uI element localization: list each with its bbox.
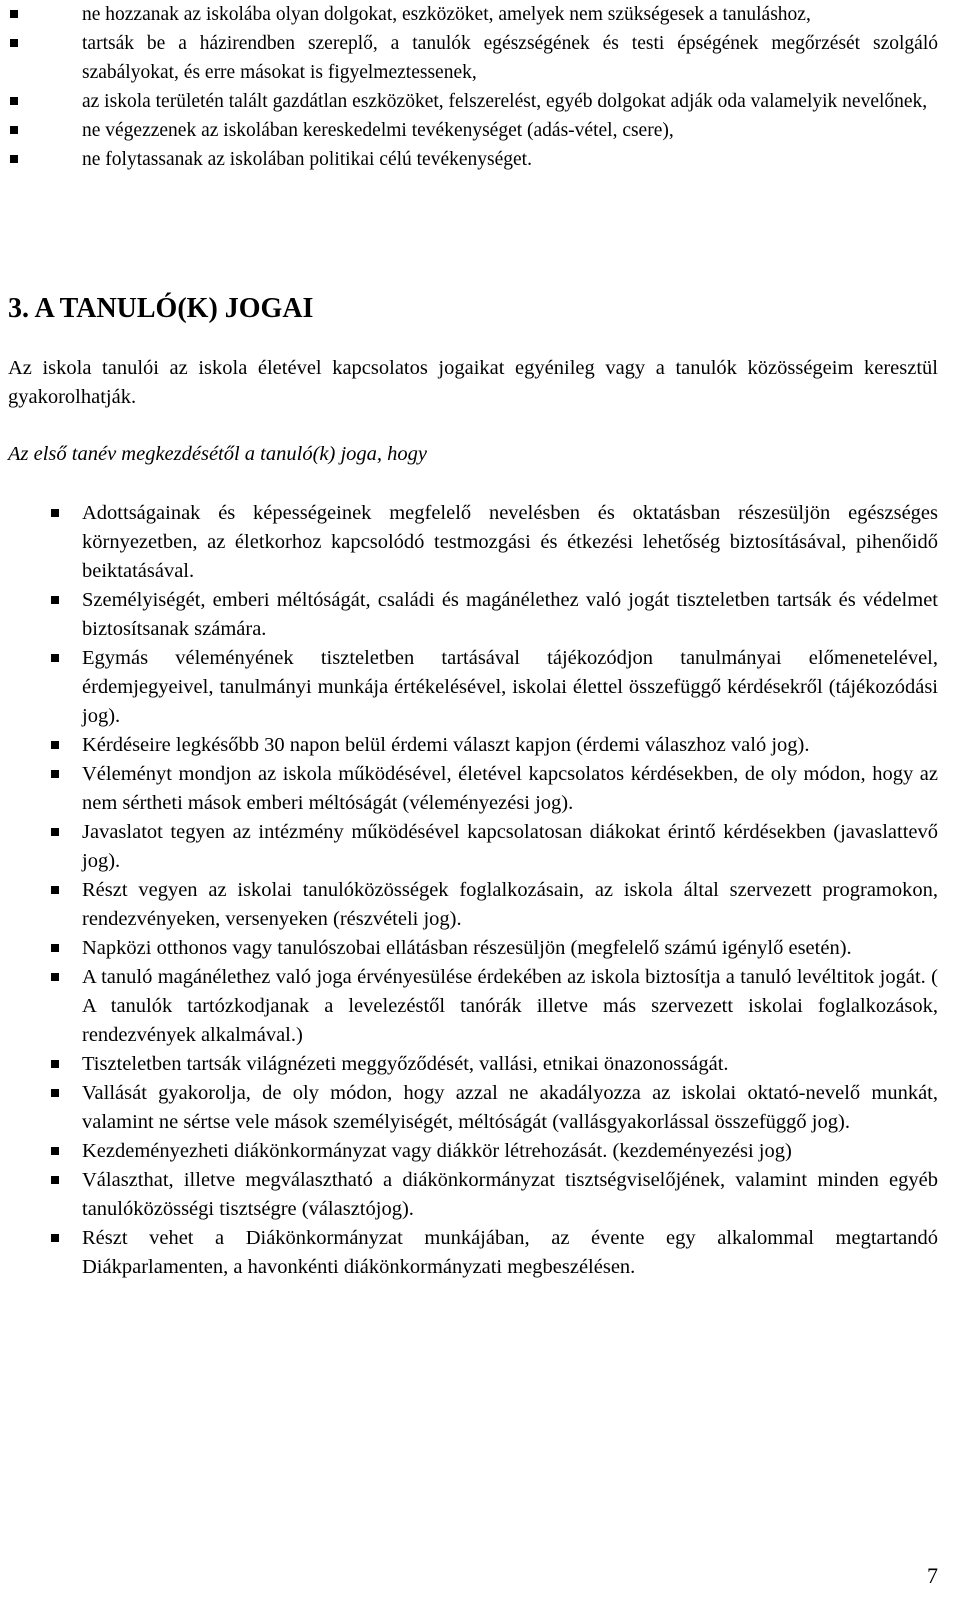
list-item-text: Véleményt mondjon az iskola működésével, életével kapcsolatos kérdésekben, de oly módon, hogy az nem sértheti mások emberi méltóságát (véleményezési jog).: [82, 763, 938, 814]
list-item: [82, 116, 938, 145]
list-item-text: ne végezzenek az iskolában kereskedelmi tevékenységet (adás-vétel, csere),: [82, 120, 674, 141]
square-bullet-icon: [10, 10, 18, 18]
square-bullet-icon: [51, 770, 59, 778]
list-item: [82, 876, 938, 934]
list-item-text: Adottságainak és képességeinek megfelelő nevelésben és oktatásban részesüljön egészséges környezetben, az életkorhoz kapcsolódó testmozgási és étkezési lehetőség biztosításával, pihenőidő beiktatásával.: [82, 502, 938, 582]
list-item-text: ne folytassanak az iskolában politikai célú tevékenységet.: [82, 149, 532, 170]
list-item: [82, 87, 938, 116]
square-bullet-icon: [10, 126, 18, 134]
list-item: [82, 644, 938, 731]
square-bullet-icon: [51, 973, 59, 981]
list-item: [82, 760, 938, 818]
list-item-text: Választhat, illetve megválasztható a diákönkormányzat tisztségviselőjének, valamint minden egyéb tanulóközösségi tisztségre (választójog).: [82, 1169, 938, 1220]
square-bullet-icon: [10, 155, 18, 163]
square-bullet-icon: [10, 39, 18, 47]
list-item-text: Napközi otthonos vagy tanulószobai ellátásban részesüljön (megfelelő számú igénylő esetén).: [82, 937, 852, 959]
square-bullet-icon: [51, 1060, 59, 1068]
square-bullet-icon: [51, 828, 59, 836]
rights-subheading: Az első tanév megkezdésétől a tanuló(k) joga, hogy: [8, 443, 427, 465]
list-item: [82, 934, 938, 963]
list-item-text: Egymás véleményének tiszteletben tartásával tájékozódjon tanulmányai előmenetelével, érdemjegyeivel, tanulmányi munkája értékelésével, iskolai élettel összefüggő kérdésekről (tájékozódási jog).: [82, 647, 938, 727]
list-item: [82, 1079, 938, 1137]
square-bullet-icon: [51, 1234, 59, 1242]
list-item-text: Kezdeményezheti diákönkormányzat vagy diákkör létrehozását. (kezdeményezési jog): [82, 1140, 792, 1162]
list-item-text: Részt vegyen az iskolai tanulóközösségek foglalkozásain, az iskola által szervezett programokon, rendezvényeken, versenyeken (részvételi jog).: [82, 879, 938, 930]
list-item: [82, 963, 938, 1050]
square-bullet-icon: [51, 509, 59, 517]
square-bullet-icon: [51, 596, 59, 604]
list-item: [82, 145, 938, 174]
rules-bullet-list: [82, 0, 938, 174]
square-bullet-icon: [51, 1089, 59, 1097]
rights-bullet-list: [82, 499, 938, 1282]
page-number: 7: [927, 1563, 938, 1588]
list-item-text: ne hozzanak az iskolába olyan dolgokat, eszközöket, amelyek nem szükségesek a tanuláshoz,: [82, 4, 811, 25]
square-bullet-icon: [51, 1147, 59, 1155]
list-item-text: az iskola területén talált gazdátlan eszközöket, felszerelést, egyéb dolgokat adják oda valamelyik nevelőnek,: [82, 91, 928, 112]
list-item: [82, 1224, 938, 1282]
list-item-text: Részt vehet a Diákönkormányzat munkájában, az évente egy alkalommal megtartandó Diákparlamenten, a havonkénti diákönkormányzati megbeszélésen.: [82, 1227, 938, 1278]
square-bullet-icon: [51, 654, 59, 662]
list-item-text: Javaslatot tegyen az intézmény működésével kapcsolatosan diákokat érintő kérdésekben (javaslattevő jog).: [82, 821, 938, 872]
list-item-text: Vallását gyakorolja, de oly módon, hogy azzal ne akadályozza az iskolai oktató-nevelő munkát, valamint ne sértse vele mások személyiségét, méltóságát (vallásgyakorlással összefüggő jog).: [82, 1082, 938, 1133]
square-bullet-icon: [51, 741, 59, 749]
list-item: [82, 586, 938, 644]
list-item-text: Tiszteletben tartsák világnézeti meggyőződését, vallási, etnikai önazonosságát.: [82, 1053, 729, 1075]
list-item-text: A tanuló magánélethez való joga érvényesülése érdekében az iskola biztosítja a tanuló levéltitok jogát. ( A tanulók tartózkodjanak a levelezéstől tanórák illetve más szervezett iskolai foglalkozások, rendezvények alkalmával.): [82, 966, 938, 1046]
list-item-text: tartsák be a házirendben szereplő, a tanulók egészségének és testi épségének megőrzését szolgáló szabályokat, és erre másokat is figyelmeztessenek,: [82, 33, 938, 83]
list-item-text: Kérdéseire legkésőbb 30 napon belül érdemi választ kapjon (érdemi válaszhoz való jog).: [82, 734, 810, 756]
intro-paragraph: Az iskola tanulói az iskola életével kapcsolatos jogaikat egyénileg vagy a tanulók közösségeim keresztül gyakorolhatják.: [8, 357, 938, 408]
list-item: [82, 1166, 938, 1224]
list-item: [82, 499, 938, 586]
list-item: [82, 29, 938, 87]
list-item: [82, 0, 938, 29]
list-item: [82, 1050, 938, 1079]
list-item: [82, 818, 938, 876]
section-heading: 3. A TANULÓ(K) JOGAI: [8, 293, 314, 324]
square-bullet-icon: [51, 944, 59, 952]
list-item-text: Személyiségét, emberi méltóságát, családi és magánélethez való jogát tiszteletben tartsák és védelmet biztosítsanak számára.: [82, 589, 938, 640]
list-item: [82, 731, 938, 760]
square-bullet-icon: [51, 1176, 59, 1184]
list-item: [82, 1137, 938, 1166]
square-bullet-icon: [10, 97, 18, 105]
square-bullet-icon: [51, 886, 59, 894]
